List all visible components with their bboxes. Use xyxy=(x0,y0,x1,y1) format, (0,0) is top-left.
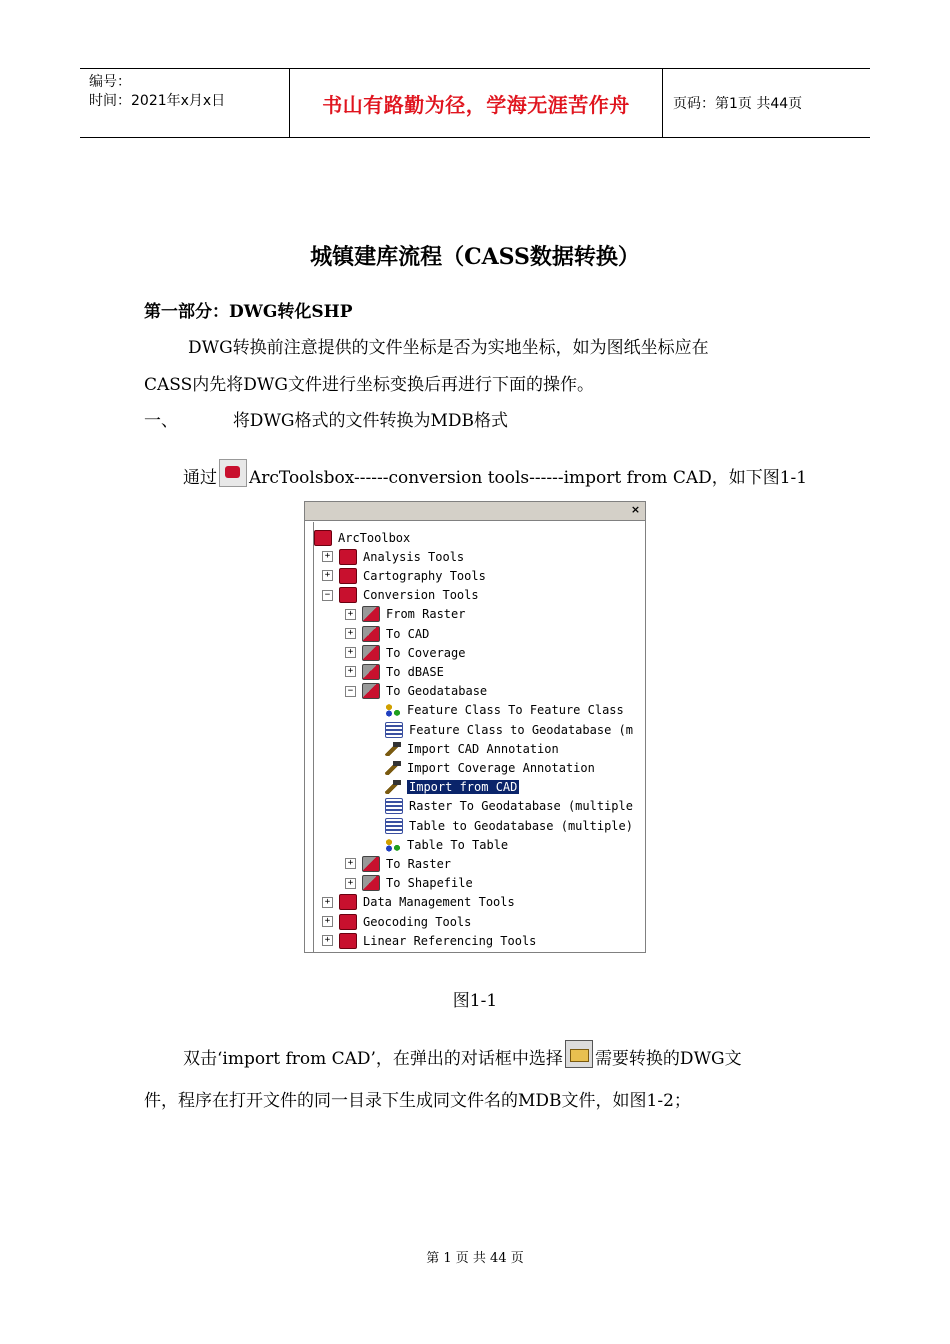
document-title: 城镇建库流程（CASS数据转换） xyxy=(310,244,640,270)
tree-item[interactable] xyxy=(368,739,559,758)
tree-titlebar xyxy=(305,502,645,521)
header-page-info: 页码：第1页 共44页 xyxy=(673,96,803,112)
tree-item[interactable] xyxy=(368,758,595,777)
page-footer: 第 1 页 共 44 页 xyxy=(426,1251,524,1266)
tree-item[interactable] xyxy=(345,662,444,681)
tree-item[interactable] xyxy=(368,778,519,797)
tree-item[interactable] xyxy=(322,893,515,912)
figure-caption: 图1-1 xyxy=(452,991,498,1011)
tree-item[interactable] xyxy=(368,835,508,854)
expand-icon[interactable]: + xyxy=(345,878,356,889)
toolset-icon xyxy=(362,683,380,699)
tree-item-label: Feature Class To Feature Class xyxy=(407,703,624,718)
paragraph-3-suffix: 需要转换的DWG文 xyxy=(594,1049,742,1069)
tree-item-label: Raster To Geodatabase (multiple xyxy=(409,799,633,814)
tree-item-label: From Raster xyxy=(386,607,466,622)
list-item-number: 一、 xyxy=(144,411,178,431)
expand-icon[interactable]: + xyxy=(322,570,333,581)
toolbox-icon xyxy=(339,549,357,565)
tree-item-label: Geocoding Tools xyxy=(363,914,472,929)
arctoolbox-tree-window xyxy=(304,501,646,953)
paragraph-1-line-2: CASS内先将DWG文件进行坐标变换后再进行下面的操作。 xyxy=(144,375,594,395)
toolbox-icon xyxy=(339,914,357,930)
tree-item[interactable] xyxy=(368,720,633,739)
toolset-icon xyxy=(362,645,380,661)
script-icon xyxy=(385,798,403,814)
paragraph-3-line-1 xyxy=(183,1040,742,1069)
tree-item-label: Analysis Tools xyxy=(363,549,465,564)
toolset-icon xyxy=(362,606,380,622)
close-icon[interactable]: × xyxy=(630,503,641,516)
toolset-icon xyxy=(362,875,380,891)
collapse-icon[interactable]: − xyxy=(322,590,333,601)
tree-item-label: To CAD xyxy=(386,626,430,641)
model-icon xyxy=(385,838,401,852)
expand-icon[interactable]: + xyxy=(345,647,356,658)
toolset-icon xyxy=(362,626,380,642)
script-icon xyxy=(385,818,403,834)
tree-item[interactable] xyxy=(345,643,465,662)
model-icon xyxy=(385,703,401,717)
header-motto: 书山有路勤为径，学海无涯苦作舟 xyxy=(289,69,663,137)
toolbox-icon xyxy=(339,587,357,603)
toolbox-icon xyxy=(339,568,357,584)
toolbox-icon xyxy=(339,933,357,949)
tree-item-label: Import Coverage Annotation xyxy=(407,760,595,775)
list-item-1 xyxy=(144,406,508,431)
paragraph-2-text: ArcToolsbox------conversion tools------import from CAD，如下图1-1 xyxy=(249,468,808,488)
tree-item[interactable] xyxy=(345,624,429,643)
tree-item[interactable] xyxy=(322,586,479,605)
expand-icon[interactable]: + xyxy=(322,935,333,946)
tree-item-label: ArcToolbox xyxy=(338,530,411,545)
tree-item-label: To Shapefile xyxy=(386,876,473,891)
tree-item-label: Import from CAD xyxy=(409,780,518,795)
tree-item[interactable] xyxy=(322,912,471,931)
tree-item-label: To Coverage xyxy=(386,645,466,660)
toolset-icon xyxy=(362,856,380,872)
tree-item[interactable] xyxy=(368,701,624,720)
paragraph-3-line-2: 件，程序在打开文件的同一目录下生成同文件名的MDB文件，如图1-2； xyxy=(144,1091,691,1111)
tree-item[interactable] xyxy=(368,816,633,835)
tree-item[interactable] xyxy=(322,547,464,566)
tree-item-label: To Raster xyxy=(386,856,452,871)
expand-icon[interactable]: + xyxy=(322,916,333,927)
header-number: 编号： xyxy=(89,74,131,90)
hammer-icon xyxy=(385,742,401,756)
expand-icon[interactable]: + xyxy=(322,897,333,908)
expand-icon[interactable]: + xyxy=(345,858,356,869)
script-icon xyxy=(385,722,403,738)
paragraph-1-line-1: DWG转换前注意提供的文件坐标是否为实地坐标，如为图纸坐标应在 xyxy=(188,338,709,358)
expand-icon[interactable]: + xyxy=(322,551,333,562)
hammer-icon xyxy=(385,761,401,775)
toolset-icon xyxy=(362,664,380,680)
toolbox-icon xyxy=(219,459,247,487)
section-heading: 第一部分：DWG转化SHP xyxy=(144,302,353,322)
tree-item-label: Table To Table xyxy=(407,837,509,852)
expand-icon[interactable]: + xyxy=(345,666,356,677)
tree-item[interactable] xyxy=(322,566,486,585)
paragraph-2-prefix: 通过 xyxy=(183,468,217,488)
toolbox-icon xyxy=(314,530,332,546)
tree-item[interactable] xyxy=(345,682,487,701)
tree-item-label: To dBASE xyxy=(386,664,444,679)
tree-item[interactable] xyxy=(345,605,465,624)
header-meta xyxy=(80,69,289,137)
header-time: 时间：2021年x月x日 xyxy=(89,93,226,109)
hammer-icon xyxy=(385,780,401,794)
tree-item[interactable] xyxy=(314,528,410,547)
tree-item-label: Cartography Tools xyxy=(363,568,486,583)
tree-item-label: Import CAD Annotation xyxy=(407,741,559,756)
tree-item-label: Table to Geodatabase (multiple) xyxy=(409,818,633,833)
expand-icon[interactable]: + xyxy=(345,628,356,639)
open-folder-icon xyxy=(565,1040,593,1068)
tree-view xyxy=(313,522,635,952)
tree-item-label: Data Management Tools xyxy=(363,895,515,910)
tree-item-label: Linear Referencing Tools xyxy=(363,933,537,948)
page-header xyxy=(80,68,870,138)
toolbox-icon xyxy=(339,894,357,910)
tree-item-label: To Geodatabase xyxy=(386,684,488,699)
tree-item[interactable] xyxy=(345,874,473,893)
expand-icon[interactable]: + xyxy=(345,609,356,620)
tree-item-label: Feature Class to Geodatabase (m xyxy=(409,722,633,737)
tree-item[interactable] xyxy=(322,931,536,950)
list-item-text: 将DWG格式的文件转换为MDB格式 xyxy=(232,411,509,431)
tree-item-label: Conversion Tools xyxy=(363,588,479,603)
paragraph-3-prefix: 双击‘import from CAD’，在弹出的对话框中选择 xyxy=(183,1049,563,1069)
collapse-icon[interactable]: − xyxy=(345,686,356,697)
paragraph-2 xyxy=(183,459,807,488)
tree-item[interactable] xyxy=(368,797,633,816)
tree-item[interactable] xyxy=(345,854,451,873)
